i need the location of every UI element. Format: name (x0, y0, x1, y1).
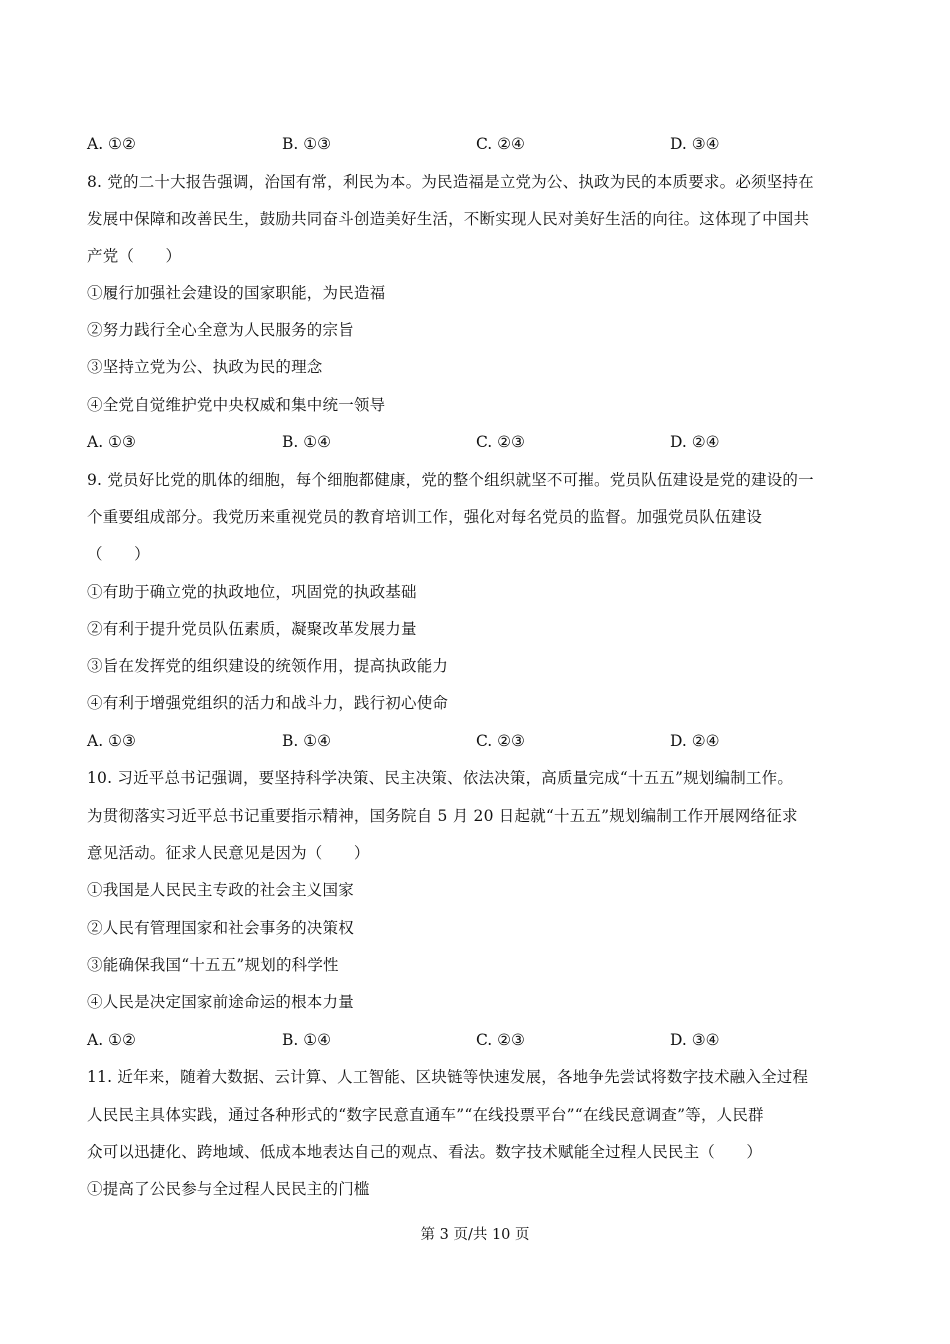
q9-item-2: ②有利于提升党员队伍素质，凝聚改革发展力量 (87, 620, 417, 638)
q10-item-3: ③能确保我国“十五五”规划的科学性 (87, 956, 339, 974)
q11-stem-line-2: 人民民主具体实践，通过各种形式的“数字民意直通车”“在线投票平台”“在线民意调查”等，人民群 (87, 1106, 764, 1124)
q8-option-c: C. ②③ (476, 433, 525, 451)
q10-item-2: ②人民有管理国家和社会事务的决策权 (87, 919, 354, 937)
q8-stem-line-1: 8. 党的二十大报告强调，治国有常，利民为本。为民造福是立党为公、执政为民的本质要求。必须坚持在 (87, 173, 814, 191)
q8-stem-line-2: 发展中保障和改善民生，鼓励共同奋斗创造美好生活，不断实现人民对美好生活的向往。这体现了中国共 (87, 210, 810, 228)
q8-item-3: ③坚持立党为公、执政为民的理念 (87, 358, 323, 376)
q9-stem-line-3: （ ） (87, 545, 150, 563)
q11-stem-line-3: 众可以迅捷化、跨地域、低成本地表达自己的观点、看法。数字技术赋能全过程人民民主（ ） (87, 1143, 763, 1161)
q10-stem-line-2: 为贯彻落实习近平总书记重要指示精神，国务院自 5 月 20 日起就“十五五”规划编制工作开展网络征求 (87, 807, 798, 825)
q9-item-3: ③旨在发挥党的组织建设的统领作用，提高执政能力 (87, 657, 449, 675)
q9-option-d: D. ②④ (670, 732, 720, 750)
q9-option-b: B. ①④ (282, 732, 332, 750)
q9-option-a: A. ①③ (87, 732, 136, 750)
q8-item-2: ②努力践行全心全意为人民服务的宗旨 (87, 321, 354, 339)
q10-option-a: A. ①② (87, 1031, 136, 1049)
q9-stem-line-2: 个重要组成部分。我党历来重视党员的教育培训工作，强化对每名党员的监督。加强党员队伍建设 (87, 508, 763, 526)
q10-item-1: ①我国是人民民主专政的社会主义国家 (87, 881, 354, 899)
q8-option-d: D. ②④ (670, 433, 720, 451)
q11-item-1: ①提高了公民参与全过程人民民主的门槛 (87, 1180, 370, 1198)
q8-option-a: A. ①③ (87, 433, 136, 451)
q9-item-1: ①有助于确立党的执政地位，巩固党的执政基础 (87, 583, 417, 601)
q7-option-c: C. ②④ (476, 135, 525, 153)
q10-option-b: B. ①④ (282, 1031, 332, 1049)
q10-option-c: C. ②③ (476, 1031, 525, 1049)
q10-stem-line-3: 意见活动。征求人民意见是因为（ ） (87, 844, 370, 862)
q8-stem-line-3: 产党（ ） (87, 247, 182, 265)
q9-stem-line-1: 9. 党员好比党的肌体的细胞，每个细胞都健康，党的整个组织就坚不可摧。党员队伍建设是党的建设的一 (87, 471, 814, 489)
q9-item-4: ④有利于增强党组织的活力和战斗力，践行初心使命 (87, 694, 449, 712)
q10-item-4: ④人民是决定国家前途命运的根本力量 (87, 993, 354, 1011)
q8-option-b: B. ①④ (282, 433, 332, 451)
q9-option-c: C. ②③ (476, 732, 525, 750)
q11-stem-line-1: 11. 近年来，随着大数据、云计算、人工智能、区块链等快速发展，各地争先尝试将数字技术融入全过程 (87, 1068, 809, 1086)
q8-item-1: ①履行加强社会建设的国家职能，为民造福 (87, 284, 386, 302)
q10-stem-line-1: 10. 习近平总书记强调，要坚持科学决策、民主决策、依法决策，高质量完成“十五五”规划编制工作。 (87, 769, 794, 787)
q7-option-b: B. ①③ (282, 135, 332, 153)
q8-item-4: ④全党自觉维护党中央权威和集中统一领导 (87, 396, 386, 414)
q7-option-d: D. ③④ (670, 135, 720, 153)
q7-option-a: A. ①② (87, 135, 136, 153)
page-number: 第 3 页/共 10 页 (420, 1227, 530, 1243)
q10-option-d: D. ③④ (670, 1031, 720, 1049)
